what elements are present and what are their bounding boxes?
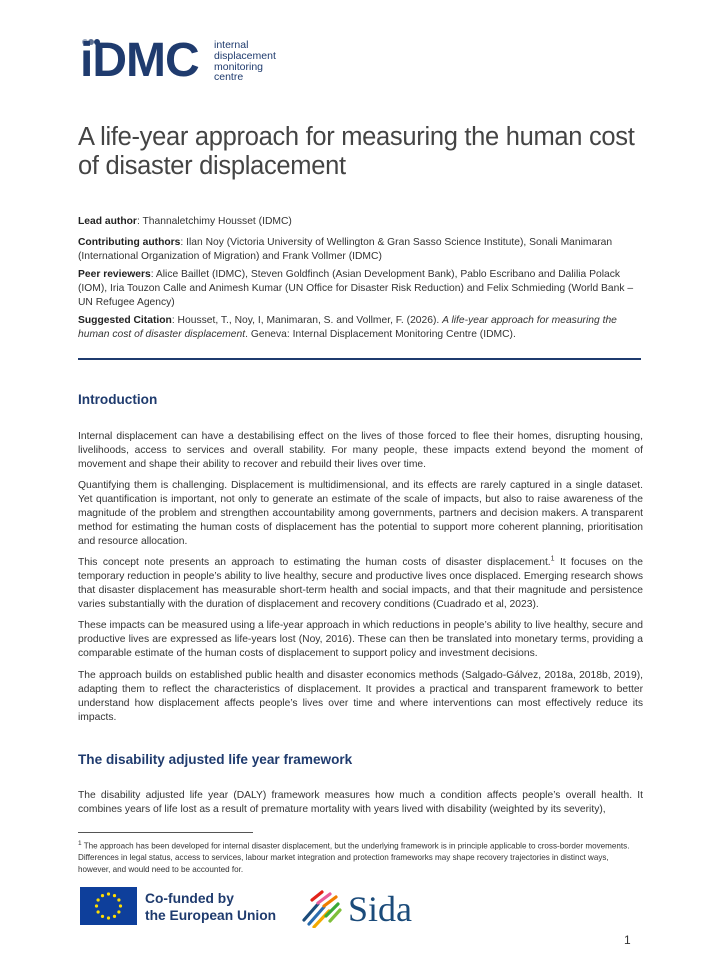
- intro-paragraph-3-text-cont: It focuses on the temporary reduction in people’s ability to live healthy, secure and productive lives once displaced. Emerging research shows that disaster displacement has measurable short-term health and social impacts, and that their magnitude and persistence varies substantially with the duration of displacement and recovery conditions (Cuadrado et al, 2023).: [78, 557, 644, 610]
- lead-author-label: Lead author: [78, 216, 137, 227]
- lead-author-text: : Thannaletchimy Housset (IDMC): [136, 216, 292, 227]
- peer-reviewers: [78, 268, 644, 310]
- logo-mark: iDMC: [80, 34, 199, 87]
- intro-paragraph-3-text: This concept note presents an approach to estimating the human costs of disaster displacement.: [78, 557, 551, 568]
- logo-subtitle: [214, 40, 276, 83]
- contributing-authors-text: : Ilan Noy (Victoria University of Wellington & Gran Sasso Science Institute), Sonali Manimaran (International Organization of Migration) and Frank Vollmer (IDMC): [78, 237, 613, 262]
- intro-paragraph-3: [78, 556, 643, 612]
- intro-paragraph-5: The approach builds on established public health and disaster economics methods (Salgado-Gálvez, 2018a, 2018b, 2019), adapting them to reflect the characteristics of displacement. It provides a practical and transparent framework to better understand how displacement affects people’s lives over time and where interventions can most effectively reduce its impacts.: [78, 670, 643, 723]
- citation-publisher: . Geneva: Internal Displacement Monitoring Centre (IDMC).: [245, 329, 516, 340]
- eu-flag-icon: [80, 887, 137, 925]
- footnote-divider: [78, 832, 253, 833]
- peer-reviewers-text: : Alice Baillet (IDMC), Steven Goldfinch (Asian Development Bank), Pablo Escribano and Dalilia Polack (IOM), Iria Touzon Calle and Animesh Kumar (UN Office for Disaster Risk Reduction) and Felix Schmieding (World Bank – UN Refugee Agency): [78, 269, 634, 308]
- sida-mark-icon: [298, 890, 342, 928]
- page-number: 1: [624, 933, 631, 947]
- intro-paragraph-4: These impacts can be measured using a life-year approach in which reductions in people’s ability to live healthy, secure and productive lives are expressed as life-years lost (Noy, 2016). These can then be translated into monetary terms, providing a comparable estimate of the human costs of displacement to support policy and investment decisions.: [78, 620, 643, 659]
- footnote-text: The approach has been developed for internal disaster displacement, but the underlying framework is in principle applicable to cross-border movements. Differences in legal status, access to services, labour market integration and protection frameworks may shape recovery trajectories in distinct ways, however, and would need to be accounted for.: [78, 841, 630, 874]
- contributing-authors: [78, 236, 644, 264]
- eu-cofunded-text: [145, 890, 276, 924]
- citation-text: : Housset, T., Noy, I, Manimaran, S. and Vollmer, F. (2026).: [171, 315, 443, 326]
- logo-sub-line: internal: [214, 39, 249, 51]
- sida-wordmark: Sida: [348, 889, 413, 929]
- eu-text-line: the European Union: [145, 908, 277, 923]
- document-title: A life-year approach for measuring the human cost of disaster displacement: [78, 123, 635, 180]
- intro-paragraph-2: Quantifying them is challenging. Displacement is multidimensional, and its effects are rarely captured in a single dataset. Yet quantification is important, not only to generate an estimate of the scale of impacts, but also to raise awareness of the magnitude of the problem and strengthen accountability among governments, partners and decision makers. A transparent method for estimating the human costs of displacement has the potential to support more coherent planning, prioritisation and resource allocation.: [78, 480, 643, 547]
- suggested-citation: [78, 314, 644, 342]
- footnote-mark: 1: [78, 840, 82, 847]
- idmc-logo: [80, 36, 290, 86]
- peer-reviewers-label: Peer reviewers: [78, 269, 151, 280]
- citation-title: A life-year approach for measuring the human cost of disaster displacement: [78, 315, 617, 340]
- logo-sub-line: centre: [214, 71, 244, 84]
- contributing-authors-label: Contributing authors: [78, 237, 181, 248]
- daly-heading: The disability adjusted life year framework: [78, 752, 353, 767]
- lead-author: [78, 215, 644, 229]
- footnote: [78, 838, 643, 875]
- introduction-heading: Introduction: [78, 392, 158, 407]
- eu-text-line: Co-funded by: [145, 891, 234, 906]
- daly-paragraph-1: The disability adjusted life year (DALY) framework measures how much a condition affects people’s overall health. It combines years of life lost as a result of premature mortality with years lived with disability (weighted by its severity),: [78, 790, 643, 815]
- intro-paragraph-1: Internal displacement can have a destabilising effect on the lives of those forced to flee their homes, disrupting housing, livelihoods, access to services and overall stability. For many people, these impacts extend beyond the moment of movement and shape their ability to recover and rebuild their lives over time.: [78, 431, 643, 470]
- logo-sub-line: displacement: [214, 49, 276, 62]
- logo-sub-line: monitoring: [214, 60, 264, 73]
- sida-logo: [298, 886, 423, 930]
- section-divider: [78, 358, 641, 360]
- citation-label: Suggested Citation: [78, 315, 172, 326]
- footnote-reference[interactable]: 1: [550, 555, 555, 563]
